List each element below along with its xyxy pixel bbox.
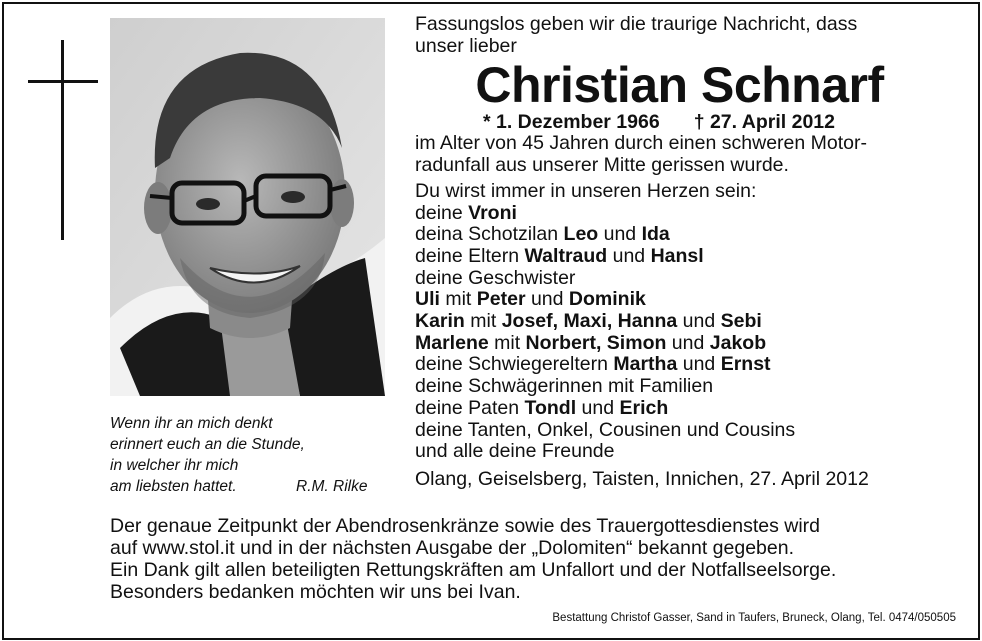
closing-line: auf www.stol.it und in der nächsten Ausgabe der „Dolomiten“ bekannt gegeben. (110, 537, 795, 559)
mourner-text: deine Paten (415, 396, 525, 419)
age-line: radunfall aus unserer Mitte gerissen wurde. (415, 154, 789, 177)
mourner-text: deine Tanten, Onkel, Cousinen und Cousins (415, 418, 796, 441)
mourner-line (415, 224, 960, 246)
mourners-list (415, 203, 960, 463)
mourner-line (415, 268, 960, 290)
age-line: im Alter von 45 Jahren durch einen schweren Motor- (415, 132, 867, 155)
place-date: Olang, Geiselsberg, Taisten, Innichen, 27. April 2012 (415, 467, 869, 490)
mourner-name: Dominik (568, 288, 646, 311)
mourner-name: Waltraud (524, 244, 608, 267)
mourner-line (415, 441, 960, 463)
mourner-text: deine Schwiegereltern (415, 353, 614, 376)
mourner-text: deine Geschwister (415, 266, 576, 289)
mourner-text: mit (439, 288, 477, 311)
closing-line: Der genaue Zeitpunkt der Abendrosenkränze sowie des Trauergottesdienstes wird (110, 515, 820, 537)
portrait-photo (110, 18, 385, 396)
mourner-text: und (576, 396, 620, 419)
mourner-text: mit (464, 310, 502, 333)
hearts-line: Du wirst immer in unseren Herzen sein: (415, 179, 757, 202)
mourner-name: Ernst (720, 353, 771, 376)
closing-line: Besonders bedanken möchten wir uns bei Ivan. (110, 581, 521, 603)
mourner-name: Josef, Maxi, Hanna (501, 310, 678, 333)
mourner-line (415, 376, 960, 398)
mourner-line (415, 354, 960, 376)
quote-line: am liebsten hattet. (110, 478, 237, 495)
mourner-name: Peter (476, 288, 526, 311)
mourner-line (415, 420, 960, 442)
mourner-name: Vroni (468, 201, 517, 224)
mourner-name: Leo (563, 223, 599, 246)
mourner-text: und (525, 288, 569, 311)
quote-line: erinnert euch an die Stunde, (110, 436, 305, 453)
mourner-line (415, 246, 960, 268)
mourner-name: Tondl (524, 396, 577, 419)
mourner-text: und alle deine Freunde (415, 440, 615, 463)
mourner-text: deine Eltern (415, 244, 525, 267)
quote-author: R.M. Rilke (296, 478, 368, 495)
mourner-text: mit (488, 331, 526, 354)
mourner-line (415, 398, 960, 420)
notice-content (415, 14, 960, 491)
mourner-name: Erich (619, 396, 669, 419)
birth-date: * 1. Dezember 1966 (483, 111, 660, 134)
mourner-line (415, 311, 960, 333)
memorial-quote (110, 413, 400, 497)
deceased-name: Christian Schnarf (475, 57, 884, 114)
quote-line: in welcher ihr mich (110, 457, 239, 474)
mourner-line (415, 203, 960, 225)
mourner-name: Ida (641, 223, 670, 246)
mourner-text: und (677, 353, 721, 376)
mourner-name: Jakob (709, 331, 767, 354)
mourner-text: und (666, 331, 710, 354)
mourner-text: und (607, 244, 651, 267)
mourner-text: und (677, 310, 721, 333)
mourner-line (415, 333, 960, 355)
mourner-name: Sebi (720, 310, 762, 333)
mourner-name: Hansl (650, 244, 704, 267)
intro-line: unser lieber (415, 34, 517, 57)
death-date: † 27. April 2012 (693, 111, 835, 134)
mourner-name: Marlene (415, 331, 489, 354)
intro-line: Fassungslos geben wir die traurige Nachricht, dass (415, 13, 858, 35)
mourner-name: Uli (415, 288, 440, 311)
mourner-text: deine Schwägerinnen mit Familien (415, 375, 714, 398)
mourner-name: Norbert, Simon (525, 331, 667, 354)
quote-line: Wenn ihr an mich denkt (110, 415, 273, 432)
mourner-text: deina Schotzilan (415, 223, 564, 246)
mourner-name: Karin (415, 310, 465, 333)
mourner-line (415, 289, 960, 311)
undertaker-credit: Bestattung Christof Gasser, Sand in Taufers, Bruneck, Olang, Tel. 0474/050505 (552, 612, 956, 624)
life-dates (415, 111, 960, 133)
mourner-text: und (598, 223, 642, 246)
closing-line: Ein Dank gilt allen beteiligten Rettungskräften am Unfallort und der Notfallseelsorge. (110, 559, 837, 581)
mourner-text: deine (415, 201, 469, 224)
mourner-name: Martha (613, 353, 678, 376)
closing-text (110, 515, 970, 603)
